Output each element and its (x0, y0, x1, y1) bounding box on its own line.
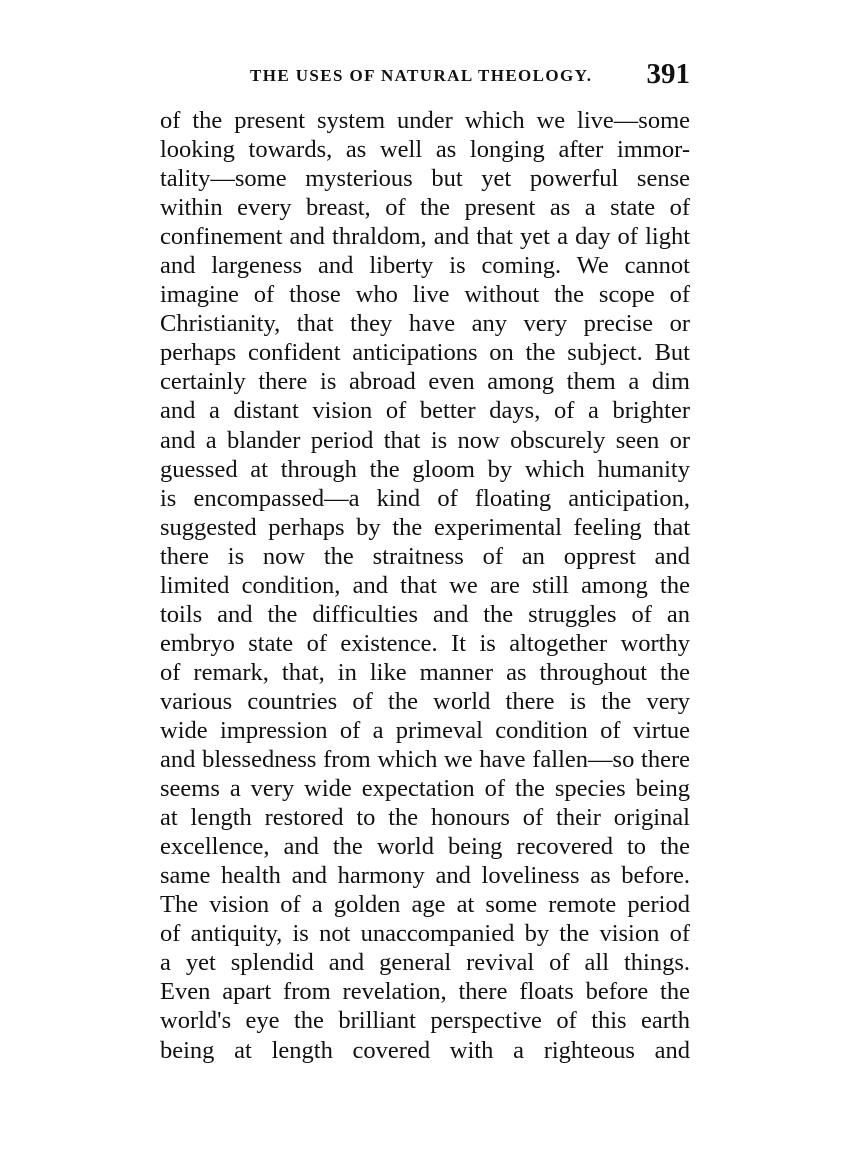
text-line: of remark, that, in like manner as throughout the (160, 658, 690, 686)
text-line: and largeness and liberty is coming. We cannot (160, 252, 690, 280)
text-line: looking towards, as well as longing after immor- (160, 136, 690, 164)
text-line: a yet splendid and general revival of all things. (160, 949, 690, 977)
text-line: and a distant vision of better days, of a brighter (160, 397, 690, 425)
text-line: toils and the difficulties and the struggles of an (160, 600, 690, 628)
running-title: THE USES OF NATURAL THEOLOGY. (250, 66, 593, 85)
text-line: is encompassed—a kind of floating anticipation, (160, 484, 690, 512)
body-text (160, 106, 690, 1065)
text-line: of antiquity, is not unaccompanied by the vision of (160, 920, 690, 948)
text-line: tality—some mysterious but yet powerful sense (160, 165, 690, 193)
text-line: The vision of a golden age at some remote period (160, 891, 690, 919)
text-line: perhaps confident anticipations on the subject. But (160, 339, 690, 367)
text-line: within every breast, of the present as a state of (160, 194, 690, 222)
text-line: and blessedness from which we have fallen—so there (160, 746, 690, 774)
text-line: and a blander period that is now obscurely seen or (160, 426, 690, 454)
text-line: world's eye the brilliant perspective of this earth (160, 1007, 690, 1035)
text-line: excellence, and the world being recovered to the (160, 833, 690, 861)
text-line: seems a very wide expectation of the species being (160, 775, 690, 803)
text-line: guessed at through the gloom by which humanity (160, 455, 690, 483)
page-number: 391 (646, 58, 690, 90)
text-line: of the present system under which we live—some (160, 107, 690, 134)
text-line: certainly there is abroad even among them a dim (160, 368, 690, 396)
text-line: imagine of those who live without the scope of (160, 281, 690, 309)
text-line: there is now the straitness of an opprest and (160, 542, 690, 570)
text-line: suggested perhaps by the experimental feeling that (160, 513, 690, 541)
text-line: limited condition, and that we are still among the (160, 571, 690, 599)
text-line: various countries of the world there is the very (160, 687, 690, 715)
text-line: Christianity, that they have any very precise or (160, 310, 690, 338)
text-line: wide impression of a primeval condition of virtue (160, 716, 690, 744)
text-line: at length restored to the honours of their original (160, 804, 690, 832)
text-line: same health and harmony and loveliness as before. (160, 862, 690, 890)
running-head (160, 58, 690, 94)
text-line: Even apart from revelation, there floats before the (160, 978, 690, 1006)
text-line: confinement and thraldom, and that yet a day of light (160, 223, 690, 251)
text-line: embryo state of existence. It is altogether worthy (160, 629, 690, 657)
text-line: being at length covered with a righteous and (160, 1036, 690, 1064)
